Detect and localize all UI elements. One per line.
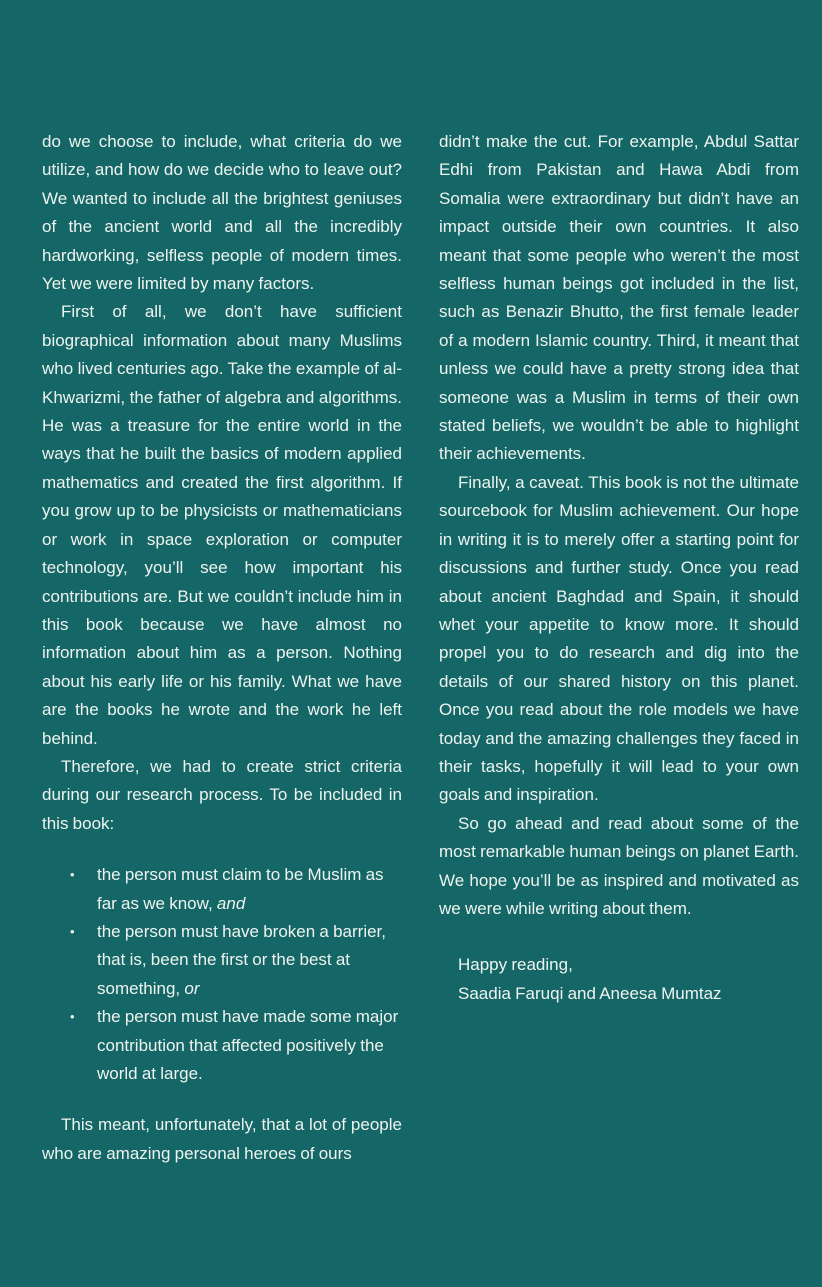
- paragraph-so-go-ahead: So go ahead and read about some of the most remarkable human beings on planet Earth. We hope you’ll be as inspired and motivated as we were while writing about them.: [439, 813, 799, 918]
- criteria-list: [42, 861, 402, 1088]
- bullet-icon: •: [70, 923, 75, 939]
- criteria-connector: or: [184, 978, 200, 998]
- criteria-item: [70, 1003, 402, 1088]
- paragraph-intro: do we choose to include, what criteria do we utilize, and how do we decide who to leave out? We wanted to include all the brightest geniuses of the ancient world and all the incredibly hardworking, selfless people of modern times. Yet we were limited by many factors.: [42, 132, 402, 294]
- signoff: [439, 951, 799, 1008]
- criteria-text: the person must have made some major contribution that affected positively the world at large.: [97, 1007, 399, 1083]
- paragraph-finally: Finally, a caveat. This book is not the ultimate sourcebook for Muslim achievement. Our hope in writing it is to merely offer a starting point for discussions and further study. Once you read about ancient Baghdad and Spain, it should whet your appetite to know more. It should propel you to do research and dig into the details of our shared history on this planet. Once you read about the role models we have today and the amazing challenges they faced in their tasks, hopefully it will lead to your own goals and inspiration.: [439, 472, 799, 805]
- bullet-icon: •: [70, 1009, 75, 1025]
- bullet-icon: •: [70, 867, 75, 883]
- criteria-text: the person must have broken a barrier, that is, been the first or the best at something,: [97, 921, 386, 998]
- signoff-authors: Saadia Faruqi and Aneesa Mumtaz: [458, 983, 722, 1003]
- paragraph-therefore: Therefore, we had to create strict criteria during our research process. To be included in this book:: [42, 756, 402, 833]
- criteria-item: [70, 861, 402, 918]
- paragraph-this-meant: This meant, unfortunately, that a lot of people who are amazing personal heroes of ours: [42, 1115, 402, 1163]
- left-column: [42, 128, 402, 1168]
- criteria-text: the person must claim to be Muslim as far as we know,: [97, 865, 384, 913]
- paragraph-first-of-all: First of all, we don’t have sufficient biographical information about many Muslims who lived centuries ago. Take the example of al-Khwarizmi, the father of algebra and algorithms. He was a treasure for the entire world in the ways that he built the basics of modern applied mathematics and created the first algorithm. If you grow up to be physicists or mathematicians or work in space exploration or computer technology, you’ll see how important his contributions are. But we couldn’t include him in this book because we have almost no information about him as a person. Nothing about his early life or his family. What we have are the books he wrote and the work he left behind.: [42, 302, 402, 748]
- criteria-item: [70, 918, 402, 1003]
- criteria-connector: and: [216, 893, 246, 913]
- right-column: [439, 128, 799, 1008]
- paragraph-continued: didn’t make the cut. For example, Abdul Sattar Edhi from Pakistan and Hawa Abdi from Somalia were extraordinary but didn’t have an impact outside their own countries. It also meant that some people who weren’t the most selfless human beings got included in the list, such as Benazir Bhutto, the first female leader of a modern Islamic country. Third, it meant that unless we could have a pretty strong idea that someone was a Muslim in terms of their own stated beliefs, we wouldn’t be able to highlight their achievements.: [439, 132, 799, 464]
- signoff-greeting: Happy reading,: [458, 955, 573, 975]
